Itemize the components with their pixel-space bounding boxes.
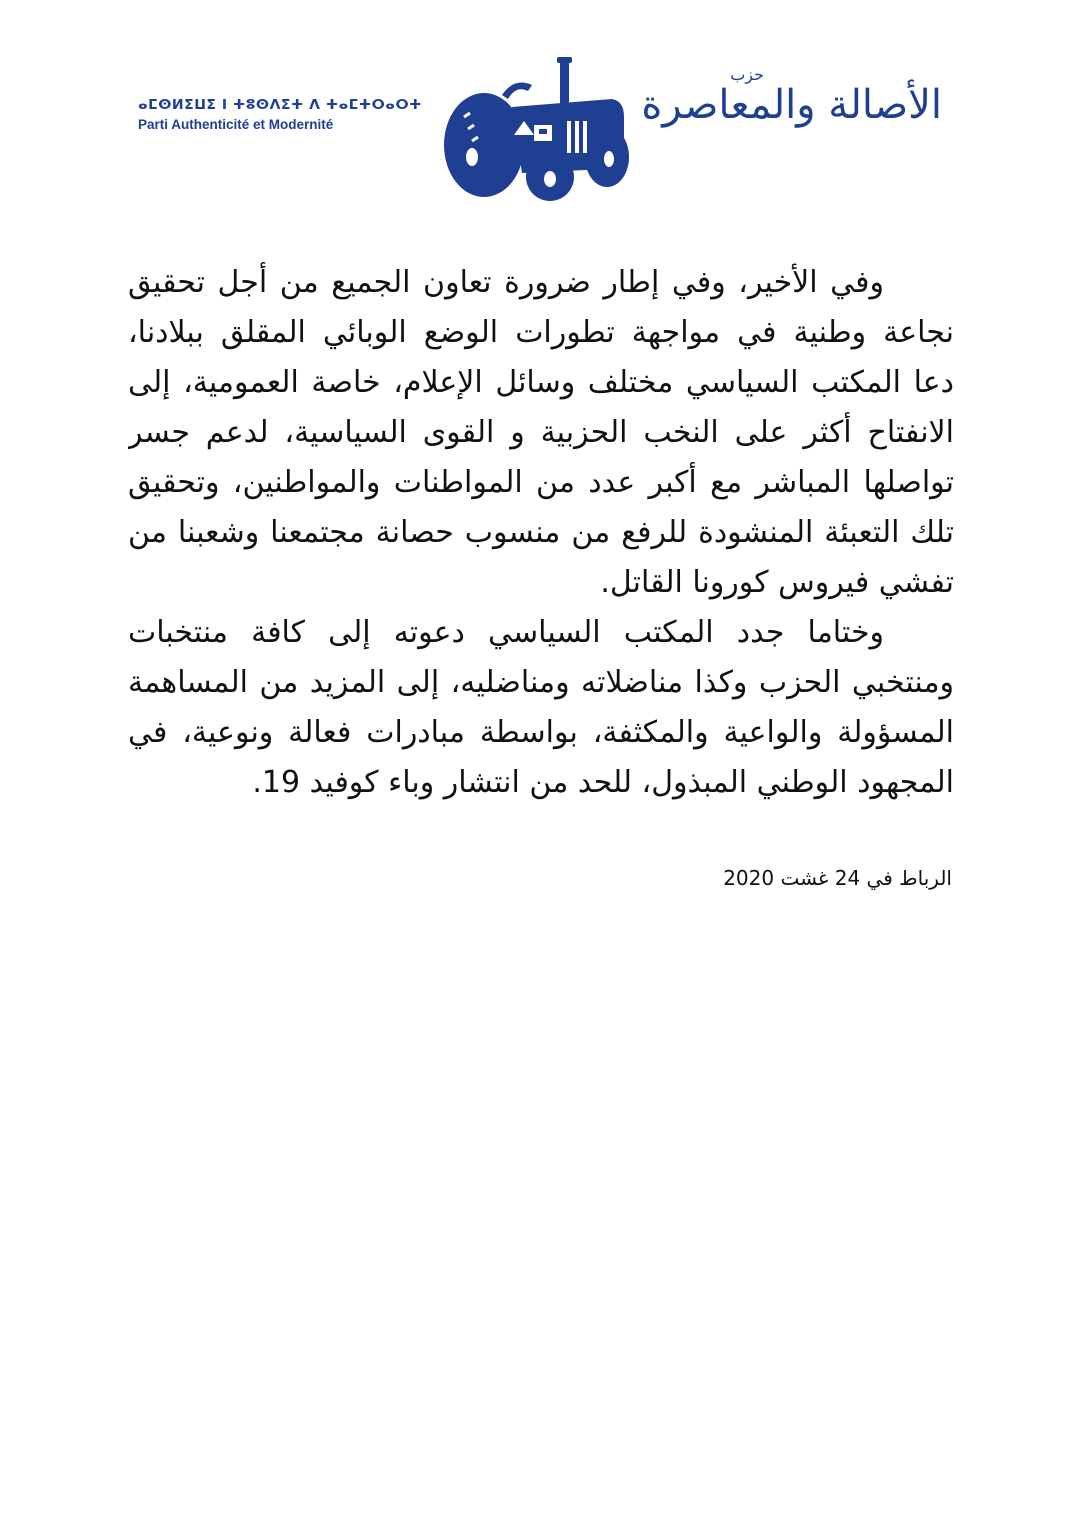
- body-line: دعا المكتب السياسي مختلف وسائل الإعلام، خاصة العمومية، إلى: [128, 365, 954, 400]
- body-line: تواصلها المباشر مع أكبر عدد من المواطنات والمواطنين، وتحقيق: [128, 465, 954, 500]
- body-line: المسؤولة والواعية والمكثفة، بواسطة مبادرات فعالة ونوعية، في: [128, 715, 954, 750]
- letterhead: [130, 55, 950, 205]
- body-line: تفشي فيروس كورونا القاتل.: [600, 565, 954, 600]
- body-line: الانفتاح أكثر على النخب الحزبية و القوى السياسية، لدعم جسر: [128, 415, 954, 450]
- party-name-arabic-text: الأصالة والمعاصرة: [641, 82, 942, 128]
- party-name-arabic: [641, 65, 942, 128]
- tractor-icon: [442, 57, 637, 202]
- body-line: وفي الأخير، وفي إطار ضرورة تعاون الجميع من أجل تحقيق: [128, 265, 884, 300]
- party-prefix-arabic: حزب: [730, 65, 764, 84]
- date-line: الرباط في 24 غشت 2020: [723, 866, 952, 890]
- statement-body: [128, 258, 954, 808]
- party-name-latin-block: [138, 97, 423, 132]
- body-line: وختاما جدد المكتب السياسي دعوته إلى كافة منتخبات: [128, 615, 884, 650]
- body-line: المجهود الوطني المبذول، للحد من انتشار وباء كوفيد 19.: [252, 765, 954, 800]
- party-name-tifinagh: ⴰⵎⵙⵍⵉⵡⵉ ⵏ ⵜⵓⵙⴷⵉⵜ ⴷ ⵜⴰⵎⵜⵔⴰⵔⵜ: [138, 97, 422, 113]
- body-line: ومنتخبي الحزب وكذا مناضلاته ومناضليه، إلى المزيد من المساهمة: [128, 665, 954, 700]
- body-line: نجاعة وطنية في مواجهة تطورات الوضع الوبائي المقلق ببلادنا،: [128, 315, 954, 350]
- party-name-latin: Parti Authenticité et Modernité: [138, 117, 334, 132]
- body-line: تلك التعبئة المنشودة للرفع من منسوب حصانة مجتمعنا وشعبنا من: [128, 515, 954, 550]
